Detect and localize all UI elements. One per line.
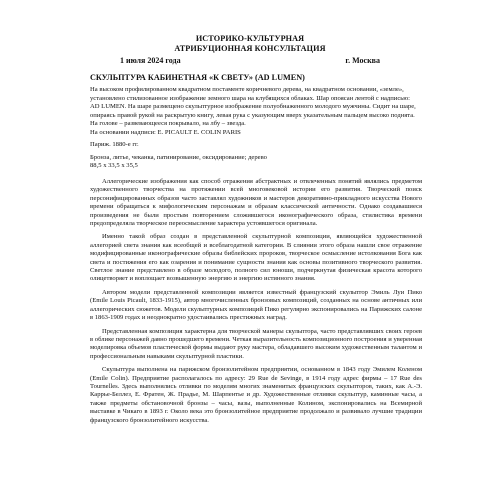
body-paragraph: Именно такой образ создан в представленной скульптурной композиции, являющейся художественной аллегорией света знания как всеобщей и всеблагодатной категории. В слиянии этого образа нашли свое отражение модифицированные иконографические образы библейских пророков, творческое осмысление истолкования Бога как света и постижения его как озарения и понимание сущности знания как основы позитивного творческого развития. Светлое знание представлено в образе молодого, полного сил юноши, подчеркнутая физическая красота которого олицетворяет и воплощает возвышенную энергию и энергию истинного знания. <box>90 233 422 283</box>
body-paragraph: Автором модели представленной композиции является известный французский скульптор Эмиль Луи Пико (Emile Louis Picault, 1833-1915), автор многочисленных бронзовых композиций, созданных на основе античных или аллегорических сюжетов. Модели скульптурных композиций Пико регулярно экспонировались на Парижских салоне в 1863-1909 годах и неоднократно удостаивались престижных наград. <box>90 288 422 322</box>
document-date: 1 июля 2024 года <box>120 56 181 65</box>
header-line-2: АТРИБУЦИОННАЯ КОНСУЛЬТАЦИЯ <box>174 44 326 53</box>
document-header <box>0 34 500 54</box>
description-dimensions: 88,5 х 33,5 х 35,5 <box>90 162 138 169</box>
body-paragraph: Аллегорические изображения как способ отражения абстрактных и отвлеченных понятий являлись предметом художественного творчества на протяжении всей многовековой истории его развития. Творческий поиск персонифицированных образов часто заставлял художников и мастеров декоративно-прикладного искусства Нового времени обращаться к мифологическим персонажам и образам классической античности. Однако создавашиеся произведения не были простым повторением сложившегося иконографического образа, стилистика времени предопределяла творческое переосмысление характера устоявшегося оригинала. <box>90 178 422 228</box>
description-text: На высоком профилированном квадратном постаменте коричневого дерева, на квадратном основании, «земле», установлено стилизованное изображение земного шара на клубящихся облаках. Шар опоясан лентой с надписью: AD LUMEN. На шаре размещено скульптурное изображение полуобнаженного молодого мужчины. Сидит на шаре, опираясь правой рукой на раскрытую книгу, левая рука с указующим вверх указательным пальцем высоко поднята. На голове – развевающееся покрывало, на лбу – звезда. <box>90 86 416 127</box>
header-line-1: ИСТОРИКО-КУЛЬТУРНАЯ <box>195 34 305 43</box>
description-place-date: Париж. 1880-е гг. <box>90 141 139 148</box>
dateline <box>120 56 380 66</box>
description-material: Бронза, литье, чеканка, патинирование, оксидирование; дерево <box>90 153 267 161</box>
body-paragraph: Скульптура выполнена на парижском бронзолитейном предприятии, основанном в 1843 году Эмилем Коленом (Emile Colin). Предприятие располагалось по адресу: 29 Rue de Sevinge, в 1914 году адрес фирмы – 17 Rue des Tournelles. Здесь выполнялись отливки по моделям многих знаменитых французских скульпторов, таких, как А.-Э. Каррье-Беллез, Е. Фратен, Ж. Прадье, М. Шарпентье и др. Художественные отливки скульптур, каминные часы, а также предметы обстановочной бронзы – часы, вазы, выполненные Колином, экспонировались на Всемирной выставке в Чикаго в 1893 г. Около века это бронзолитейное предприятие продолжало и развивало лучшие традиции французского бронзолитейного искусства. <box>90 366 422 424</box>
description-inscription: На основании надписи: E. PICAULT E. COLIN PARIS <box>90 128 241 136</box>
object-title: СКУЛЬПТУРА КАБИНЕТНАЯ «К СВЕТУ» (AD LUMEN) <box>90 73 305 82</box>
consultation-body <box>90 178 422 430</box>
body-paragraph: Представленная композиция характерна для творческой манеры скульптора, часто представлявших своих героев в облике персонажей давно прошедшего времени. Четкая выразительность композиционного построения и уверенная моделировка объемов пластической формы выдают руку мастера, обладавшего высоким художественным талантом и профессиональным навыками скульптурной пластики. <box>90 327 422 360</box>
object-description <box>90 86 420 171</box>
document-city: г. Москва <box>345 56 380 65</box>
